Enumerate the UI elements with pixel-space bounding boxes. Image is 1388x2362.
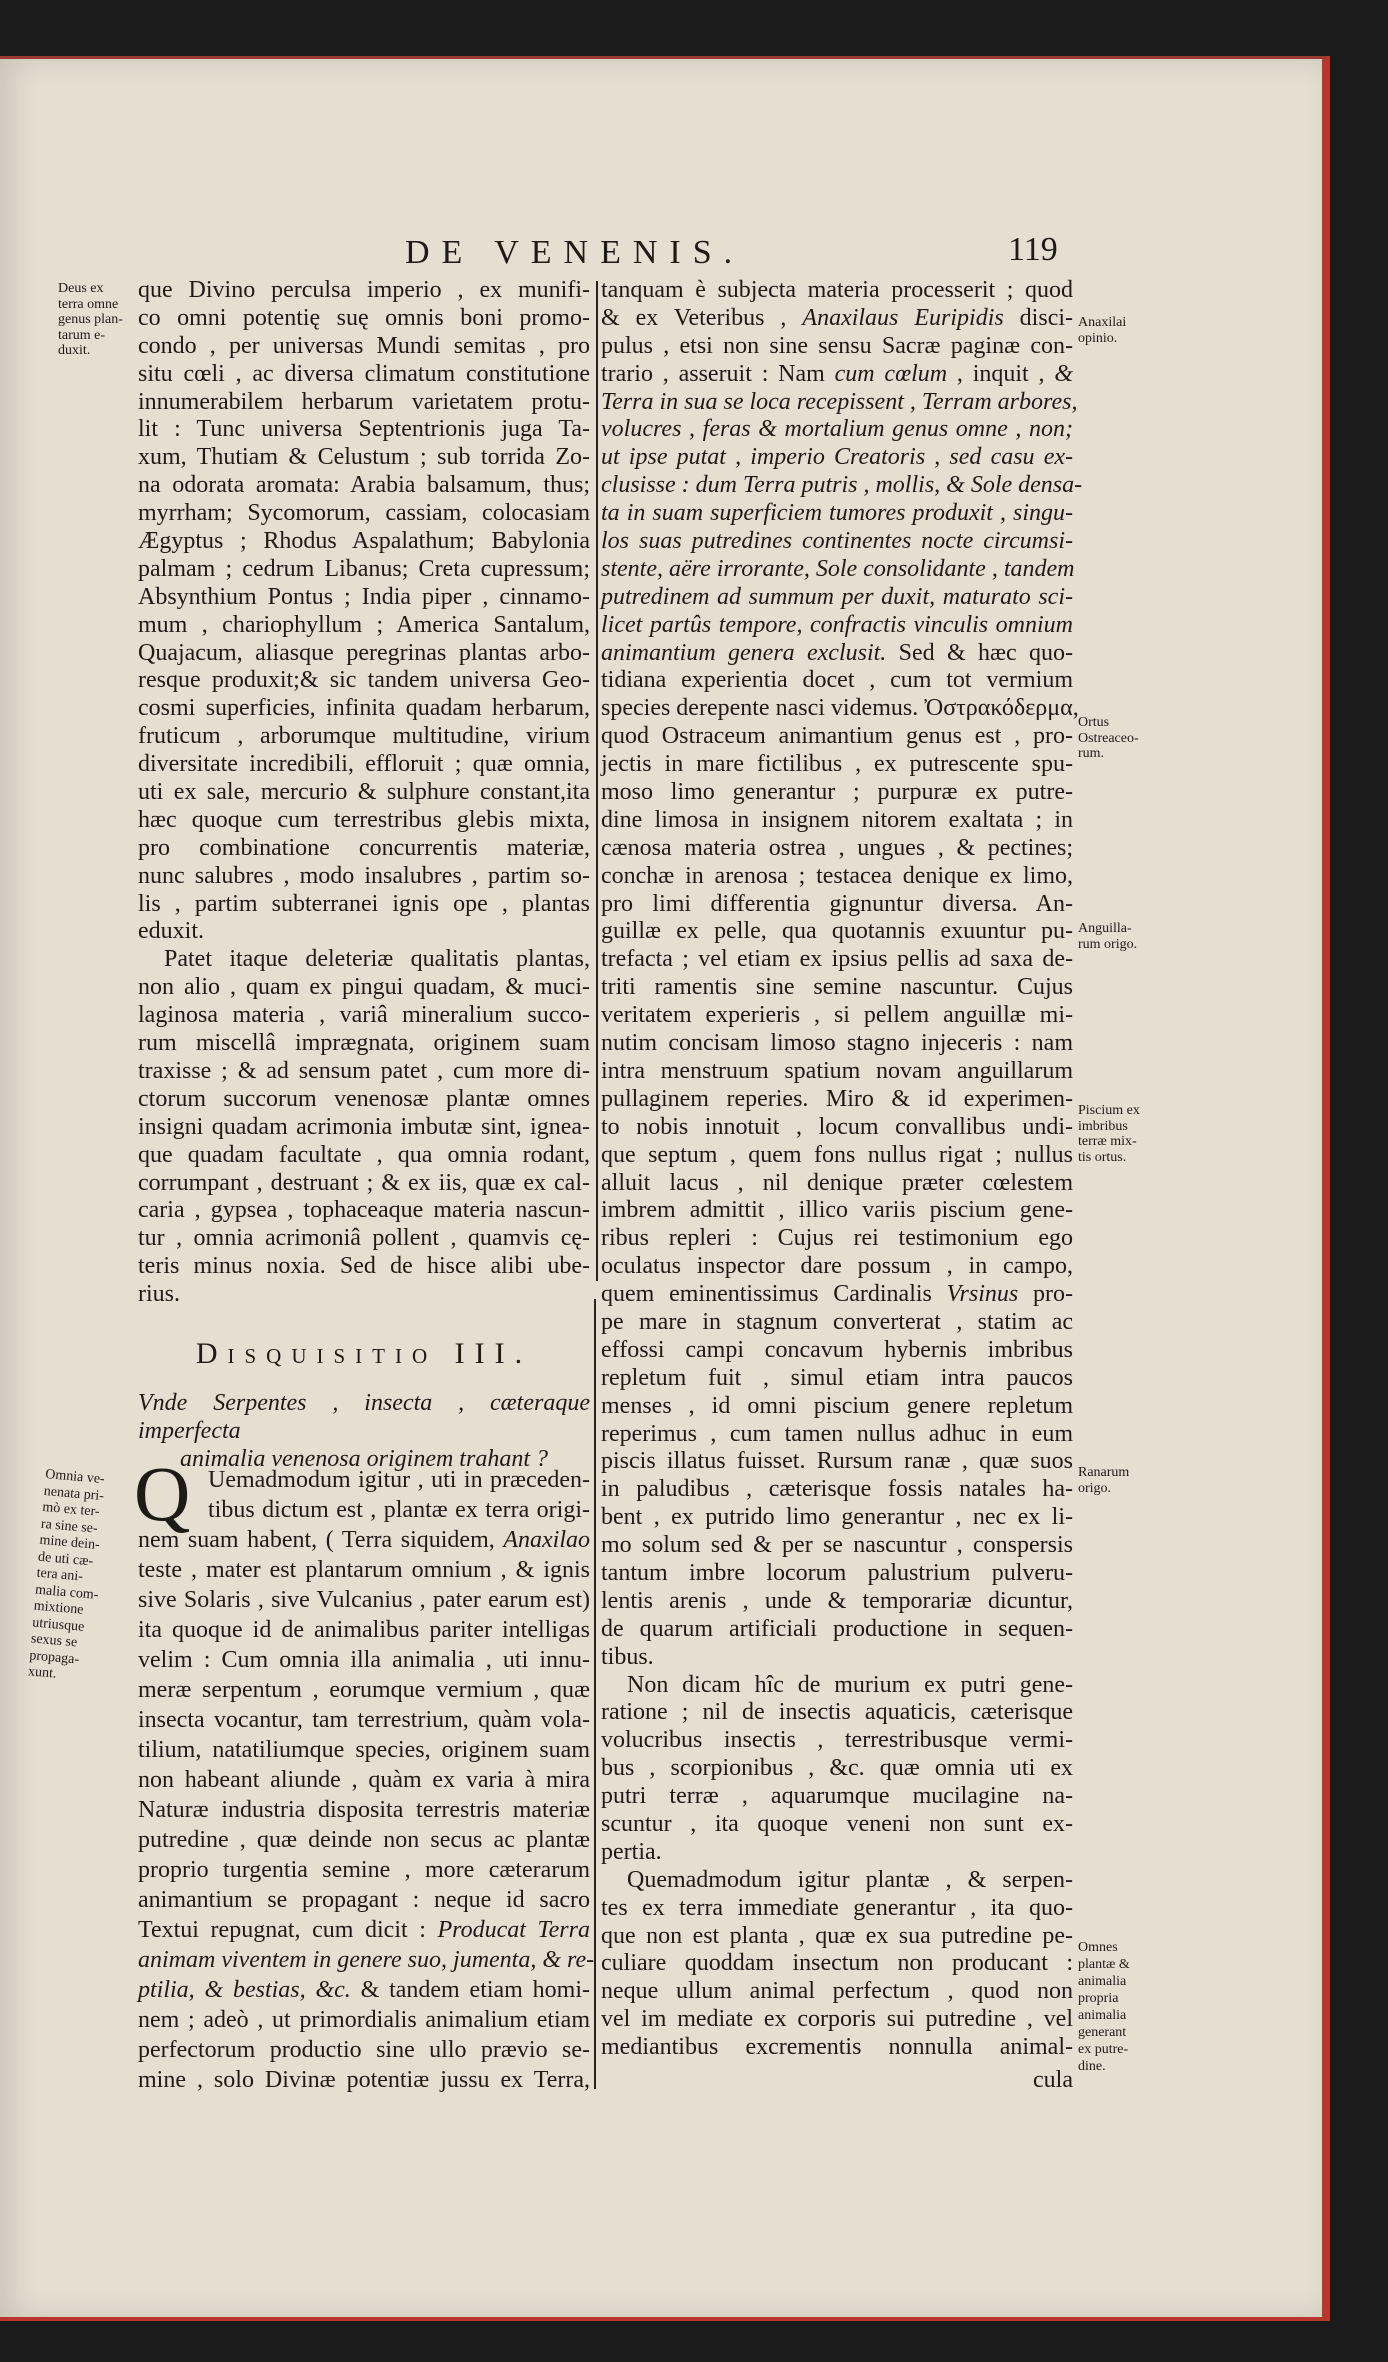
note-line: mò ex ter- [41, 1499, 101, 1520]
note-line: Piscium ex [1078, 1103, 1140, 1118]
text-line [601, 556, 1073, 584]
text-line [601, 416, 1073, 444]
note-line: malia com- [34, 1582, 100, 1603]
text-line: corrumpant , destruant ; & ex iis, quæ ex cal- [138, 1169, 590, 1196]
text-line: tes ex terra immediate generantur , ita quo- [601, 1894, 1073, 1921]
text-segment: Textui repugnat, cum dicit : [138, 1917, 438, 1943]
text-line: tur , omnia acrimoniâ pollent , quamvis cę- [138, 1225, 590, 1252]
text-line: tidiana experientia docet , cum tot vermium [601, 667, 1073, 694]
text-line [601, 584, 1073, 612]
text-line: bus , scorpionibus , &c. quæ omnia uti ex [601, 1755, 1073, 1782]
text-line: pro combinatione concurrentis materiæ, [138, 834, 590, 861]
italic-segment: volucres , feras & mortalium genus omne , non; [601, 416, 1073, 443]
italic-segment: animantium genera exclusit. [601, 639, 887, 666]
text-line: palmam ; cedrum Libanus; Creta cupressum; [138, 555, 590, 582]
italic-segment: cum cœlum [834, 360, 948, 387]
text-line: ratione ; nil de insectis aquaticis, cæterisque [601, 1699, 1073, 1726]
text-line: hæc quoque cum terrestribus glebis mixta, [138, 806, 590, 833]
note-line: propria [1078, 1991, 1119, 2006]
text-line: eduxit. [138, 918, 204, 945]
left-column-upper [138, 277, 590, 1309]
text-segment: nem suam habent, ( Terra siquidem, [138, 1527, 504, 1553]
text-line: veritatem experieris , si pellem anguillæ mi- [601, 1002, 1073, 1029]
text-line: cænosa materia ostrea , ungues , & pectines; [601, 834, 1073, 861]
italic-segment: ut ipse putat , imperio Creatoris , sed casu ex- [601, 444, 1073, 471]
note-line: generant [1078, 2025, 1127, 2040]
text-line: teris minus noxia. Sed de hisce alibi ube- [138, 1253, 590, 1280]
text-line: guillæ ex pelle, qua quotannis exuuntur pu- [601, 918, 1073, 945]
text-line: pro limi differentia gignuntur diversa. An- [601, 890, 1073, 917]
text-line: lis , partim subterranei ignis ope , plantas [138, 890, 590, 917]
text-line: bent , ex putrido limo generantur , nec ex li- [601, 1504, 1073, 1531]
text-line: pertia. [601, 1838, 662, 1865]
page-number: 119 [1008, 231, 1058, 268]
note-line: genus plan- [58, 312, 123, 327]
text-line: ctorum succorum venenosæ plantæ omnes [138, 1085, 590, 1112]
note-line: plantæ & [1078, 1957, 1130, 1972]
note-line: animalia [1078, 1974, 1127, 1989]
italic-segment: los suas putredines continentes nocte circumsi- [601, 528, 1073, 555]
text-line: condo , per universas Mundi semitas , pro [138, 332, 590, 359]
text-line: caria , gypsea , tophaceaque materia nascun- [138, 1197, 590, 1224]
italic-segment: putredinem ad summum per duxit, maturato sci- [601, 583, 1073, 610]
note-line: nenata pri- [43, 1483, 105, 1504]
text-line: Naturæ industria disposita terrestris materiæ [138, 1797, 590, 1823]
text-line: dine limosa in insignem nitorem exaltata ; in [601, 806, 1073, 833]
text-line: resque produxit;& sic tandem universa Geo- [138, 667, 590, 694]
text-line: moso limo generantur ; purpuræ ex putre- [601, 779, 1073, 806]
text-line: lentis arenis , unde & temporariæ dicuntur, [601, 1587, 1073, 1614]
text-line: to nobis innotuit , locum convallibus undi- [601, 1113, 1073, 1140]
text-line: quod Ostraceum animantium genus est , pro- [601, 723, 1073, 750]
text-segment: disci- [1003, 304, 1074, 331]
text-line: myrrham; Sycomorum, cassiam, colocasiam [138, 500, 590, 527]
text-line: putredine , quæ deinde non secus ac plantæ [138, 1827, 590, 1853]
text-line: intra menstruum spatium novam anguillarum [601, 1057, 1073, 1084]
note-line: mixtione [33, 1598, 85, 1618]
text-line: co omni potentię suę omnis boni promo- [138, 304, 590, 331]
text-line: alluit lacus , nil denique præter cœlestem [601, 1169, 1073, 1196]
text-segment: , inquit , [947, 360, 1055, 387]
text-line: effossi campi concavum hybernis imbribus [601, 1336, 1073, 1363]
note-line: Omnia ve- [44, 1467, 106, 1488]
text-line: insigni quadam acrimonia imbutæ sint, ignea- [138, 1113, 590, 1140]
text-line: animantium se propagant : neque id sacro [138, 1887, 590, 1913]
margin-note-right [1078, 1103, 1140, 1165]
note-line: utriusque [31, 1614, 85, 1635]
note-line: Omnes [1078, 1940, 1118, 1955]
margin-note-right [1078, 715, 1139, 762]
text-line: xum, Thutiam & Celustum ; sub torrida Zo- [138, 444, 590, 471]
text-line [601, 444, 1073, 472]
text-line: fruticum , arborumque multitudine, virium [138, 723, 590, 750]
note-line: terra omne [58, 296, 119, 312]
margin-note-left [58, 281, 123, 359]
text-line: traxisse ; & ad sensum patet , cum more di- [138, 1057, 590, 1084]
margin-note-right [1078, 1939, 1130, 2075]
text-line: imbrem admittit , illico variis piscium gene- [601, 1197, 1073, 1224]
text-line: pullaginem reperies. Miro & id experimen- [601, 1085, 1073, 1112]
text-line: que septum , quem fons nullus rigat ; nullus [601, 1141, 1073, 1168]
text-segment: Sed & hæc quo- [886, 639, 1073, 666]
text-line: de quarum artificiali productione in sequen- [601, 1615, 1073, 1642]
margin-note-right [1078, 1465, 1129, 1496]
text-line: rum miscellâ imprægnata, originem suam [138, 1030, 590, 1057]
text-line: in paludibus , cæterisque fossis natales ha- [601, 1476, 1073, 1503]
text-line: non alio , quam ex pingui quadam, & muci- [138, 974, 590, 1001]
margin-note-right [1078, 921, 1137, 952]
text-line: que non est planta , quæ ex sua putredine pe- [601, 1922, 1073, 1949]
text-line [601, 640, 1073, 668]
text-line: diversitate incredibili, effloruit ; quæ omnia, [138, 751, 590, 778]
italic-segment: & [1054, 360, 1073, 387]
text-line: culiare quoddam insectum non producant : [601, 1950, 1073, 1977]
margin-note-left [27, 1467, 109, 1686]
text-line: uti ex sale, mercurio & sulphure constant,ita [138, 779, 590, 806]
text-line: pe mare in stagnum converterat , statim ac [601, 1308, 1073, 1335]
text-line: nem ; adeò , ut primordialis animalium etiam [138, 2007, 590, 2033]
note-line: sexus se [30, 1631, 78, 1651]
text-line: Absynthium Pontus ; India piper , cinnamo- [138, 583, 590, 610]
text-line: species derepente nasci videmus. Ὀστρακόδερμα, [601, 695, 1079, 722]
text-line: triti ramentis sine semine nascuntur. Cujus [601, 974, 1073, 1001]
note-line: ex putre- [1078, 2042, 1129, 2057]
drop-cap: Q [134, 1450, 191, 1537]
text-line: perfectorum productio sine ullo prævio se- [138, 2037, 590, 2063]
note-line: duxit. [58, 343, 91, 358]
italic-segment: Anaxilaus Euripidis [802, 304, 1004, 331]
section-heading: Disquisitio III. [195, 1337, 533, 1370]
text-line: situ cœli , ac diversa climatum constitutione [138, 360, 590, 387]
note-line: rum origo. [1078, 936, 1138, 952]
italic-segment: Producat Terra [437, 1917, 590, 1943]
text-line: rius. [138, 1281, 180, 1308]
note-line: Ostreaceo- [1078, 730, 1139, 746]
running-head: DE VENENIS. [405, 234, 745, 271]
italic-segment: ptilia, & bestias, &c. [138, 1977, 351, 2003]
text-line: conchæ in arenosa ; testacea denique ex limo, [601, 862, 1073, 889]
text-line: piscis illatus fuisset. Rursum ranæ , quæ suos [601, 1448, 1073, 1475]
text-line: tibus. [601, 1643, 654, 1670]
text-line: trefacta ; vel etiam ex ipsius pellis ad saxa de- [601, 946, 1073, 973]
italic-segment: licet partûs tempore, confractis vinculis omnium [601, 611, 1073, 638]
text-line: na odorata aromata: Arabia balsamum, thus; [138, 472, 590, 499]
text-segment: & tandem etiam homi- [350, 1977, 590, 2003]
right-column [601, 277, 1083, 2062]
text-line: oculatus inspector dare possum , in campo, [601, 1253, 1073, 1280]
text-line: innumerabilem herbarum varietatem protu- [138, 388, 590, 415]
text-line [601, 472, 1083, 500]
text-line: Quemadmodum igitur plantæ , & serpen- [627, 1866, 1073, 1893]
text-line: jectis in mare fictilibus , ex putrescente spu- [601, 751, 1073, 778]
text-line: Quajacum, aliasque peregrinas plantas arbo- [138, 639, 590, 666]
text-line: neque ullum animal perfectum , quod non [601, 1978, 1073, 2005]
italic-segment: clusisse : dum Terra putris , mollis, & Sole densa- [601, 472, 1083, 499]
text-line: cosmi superficies, infinita quadam herbarum, [138, 695, 590, 722]
text-segment: & ex Veteribus , [601, 304, 803, 331]
text-line: que quadam facultate , qua omnia rodant, [138, 1141, 590, 1168]
text-line [138, 1945, 595, 1975]
note-line: Anaxilai [1078, 315, 1127, 330]
note-line: rum. [1078, 746, 1105, 761]
note-line: de uti cæ- [37, 1549, 94, 1569]
text-line: menses , id omni piscium genere repletum [601, 1392, 1073, 1419]
left-column-lower [138, 1465, 595, 2095]
text-line: tibus dictum est , plantæ ex terra origi- [208, 1497, 590, 1523]
subtitle-line: Vnde Serpentes , insecta , cæteraque imperfecta [138, 1390, 590, 1444]
book-page [0, 56, 1330, 2321]
text-line: Non dicam hîc de murium ex putri gene- [627, 1671, 1073, 1698]
text-line: laginosa materia , variâ mineralium succo- [138, 1002, 590, 1029]
text-line: tanquam è subjecta materia processerit ; quod [601, 277, 1073, 303]
text-segment: quem eminentissimus Cardinalis [601, 1281, 947, 1308]
italic-segment: Vrsinus [946, 1281, 1019, 1308]
note-line: animalia [1078, 2008, 1127, 2023]
note-line: terræ mix- [1078, 1134, 1137, 1149]
note-line: ra sine se- [40, 1516, 99, 1537]
text-line: non habeant aliunde , quàm ex varia à mira [138, 1767, 590, 1793]
italic-segment: Anaxilao [503, 1527, 590, 1553]
note-line: Ranarum [1078, 1465, 1130, 1480]
text-line [601, 305, 1073, 333]
text-line [601, 612, 1073, 640]
text-line: mum , chariophyllum ; America Santalum, [138, 611, 590, 638]
text-line: mediantibus excrementis nonnulla animal- [601, 2034, 1073, 2061]
italic-segment: ta in suam superficiem tumores produxit , singu- [601, 500, 1073, 527]
note-line: xunt. [27, 1664, 58, 1682]
column-rule [596, 281, 598, 1281]
italic-segment: stente, aëre irrorante, Sole consolidante , tandem [601, 555, 1075, 582]
note-line: opinio. [1078, 330, 1118, 346]
text-line: tilium, natatiliumque species, originem suam [138, 1737, 590, 1763]
text-line: mo solum sed & per se nascuntur , conspersis [601, 1532, 1073, 1559]
note-line: dine. [1078, 2059, 1106, 2074]
text-line [138, 1975, 590, 2005]
text-line: Patet itaque deleteriæ qualitatis plantas, [164, 946, 590, 973]
text-line: repletum fuit , simul etiam intra paucos [601, 1364, 1073, 1391]
text-line: volucribus insectis , terrestribusque vermi- [601, 1727, 1073, 1754]
note-line: Ortus [1078, 715, 1110, 730]
text-line [138, 1915, 590, 1945]
italic-segment: animam viventem in genere suo, jumenta, & re- [138, 1947, 595, 1973]
text-line [601, 1281, 1073, 1309]
text-line: lit : Tunc universa Septentrionis juga Ta- [138, 416, 590, 443]
text-segment: pro- [1018, 1281, 1073, 1308]
text-line [601, 388, 1078, 417]
note-line: imbribus [1078, 1118, 1128, 1134]
text-line: insecta vocantur, tam terrestrium, quàm vola- [138, 1707, 590, 1733]
text-line [138, 1525, 590, 1555]
text-line [601, 500, 1073, 528]
note-line: origo. [1078, 1480, 1112, 1496]
catchword: cula [1033, 2067, 1073, 2093]
text-line [601, 361, 1073, 389]
note-line: tera ani- [36, 1565, 84, 1585]
text-line: nunc salubres , modo insalubres , partim so- [138, 862, 590, 889]
text-line: que Divino perculsa imperio , ex munifi- [138, 277, 590, 303]
margin-note-right [1078, 315, 1126, 346]
text-line: tantum imbre locorum palustrium pulveru- [601, 1559, 1073, 1586]
text-line: Uemadmodum igitur , uti in præceden- [208, 1467, 590, 1493]
text-line: reperimus , cum tamen nullus adhuc in eum [601, 1420, 1073, 1447]
text-line: ribus repleri : Cujus rei testimonium ego [601, 1225, 1073, 1252]
text-line: teste , mater est plantarum omnium , & ignis [138, 1557, 590, 1583]
section-subtitle [138, 1389, 590, 1473]
text-line [601, 528, 1073, 556]
text-line: proprio turgentia semine , more cæterarum [138, 1857, 590, 1883]
column-rule [594, 1299, 596, 2089]
text-line: Ægyptus ; Rhodus Aspalathum; Babylonia [138, 528, 590, 555]
subtitle-line: animalia venenosa originem trahant ? [180, 1446, 548, 1472]
italic-segment: Terra in sua se loca recepissent , Terram arbores, [601, 388, 1078, 415]
text-line: meræ serpentum , eorumque vermium , quæ [138, 1677, 590, 1703]
text-segment: trario , asseruit : Nam [601, 360, 835, 387]
note-line: tarum e- [58, 327, 106, 343]
text-line: nutim concisam limoso stagno injeceris : nam [601, 1030, 1073, 1057]
text-line: putri terræ , aquarumque mucilagine na- [601, 1783, 1073, 1810]
text-line: mine , solo Divinæ potentiæ jussu ex Terra, [138, 2067, 590, 2093]
note-line: tis ortus. [1078, 1149, 1127, 1165]
text-line: velim : Cum omnia illa animalia , uti innu- [138, 1647, 590, 1673]
note-line: Deus ex [58, 281, 104, 296]
text-line: ita quoque id de animalibus pariter intelligas [138, 1617, 590, 1643]
note-line: propaga- [28, 1647, 80, 1668]
text-line: pulus , etsi non sine sensu Sacræ paginæ con- [601, 332, 1073, 359]
text-line: sive Solaris , sive Vulcanius , pater earum est) [138, 1587, 590, 1613]
text-line: scuntur , ita quoque veneni non sunt ex- [601, 1810, 1073, 1837]
text-line: vel im mediate ex corporis sui putredine , vel [601, 2006, 1073, 2033]
note-line: Anguilla- [1078, 921, 1132, 936]
note-line: mine dein- [38, 1532, 101, 1553]
